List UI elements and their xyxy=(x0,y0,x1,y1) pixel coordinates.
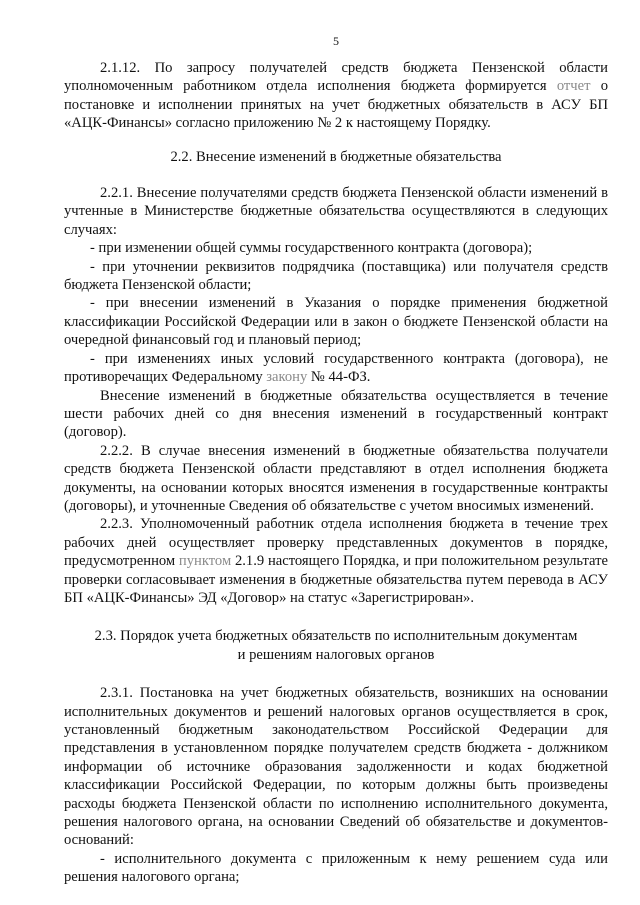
list-item-contract-sum: - при изменении общей суммы государственного контракта (договора); xyxy=(90,240,533,257)
clause-link[interactable]: пунктом xyxy=(178,553,232,570)
list-item-other-conditions-before: - при изменениях иных условий государственного контракта (договора), не противоречащих Федеральному xyxy=(64,350,608,386)
report-link[interactable]: отчет xyxy=(556,78,591,95)
paragraph-changes-term: Внесение изменений в бюджетные обязательства осуществляется в течение шести рабочих дней со дня внесения изменений в государственный контракт (договор). xyxy=(64,387,608,441)
federal-law-link[interactable]: закону xyxy=(266,369,308,386)
section-heading-2-3-line2: и решениям налоговых органов xyxy=(237,646,435,663)
section-heading-2-3 xyxy=(64,627,608,664)
list-item-executive-document: - исполнительного документа с приложенным к нему решением суда или решения налогового органа; xyxy=(64,850,608,886)
paragraph-2-2-3-before: 2.2.3. Уполномоченный работник отдела исполнения бюджета в течение трех рабочих дней осуществляет проверку представленных документов в порядке, предусмотренном xyxy=(64,516,608,570)
paragraph-2-3-1: 2.3.1. Постановка на учет бюджетных обязательств, возникших на основании исполнительных документов и решений налоговых органов осуществляется в срок, установленный бюджетным законодательством Российской Федерации для представления в установленном порядке получателем средств бюджета - должником информации об источнике образования задолженности и кодах бюджетной классификации Российской Федерации, по которым должны быть произведены расходы бюджета Пензенской области по исполнению исполнительного документа, решения налогового органа, на основании Сведений об обязательстве и документов-оснований: xyxy=(64,685,608,849)
paragraph-2-1-12-text-before: 2.1.12. По запросу получателей средств бюджета Пензенской области уполномоченным работником отдела исполнения бюджета формируется xyxy=(64,60,608,95)
section-heading-2-2: 2.2. Внесение изменений в бюджетные обязательства xyxy=(170,148,502,165)
list-item-classification-changes: - при внесении изменений в Указания о порядке применения бюджетной классификации Российской Федерации или в закон о бюджете Пензенской области на очередной финансовый год и плановый период; xyxy=(64,295,608,349)
section-heading-2-3-line1: 2.3. Порядок учета бюджетных обязательств по исполнительным документам xyxy=(94,628,578,645)
paragraph-2-1-12-text-after: о постановке и исполнении принятых на учет бюджетных обязательств в АСУ БП «АЦК-Финансы» согласно приложению № 2 к настоящему Порядку. xyxy=(64,78,608,132)
paragraph-2-2-3 xyxy=(64,515,608,607)
paragraph-2-1-12 xyxy=(64,59,608,133)
list-item-contractor-details: - при уточнении реквизитов подрядчика (поставщика) или получателя средств бюджета Пензенской области; xyxy=(64,258,608,294)
paragraph-2-2-2: 2.2.2. В случае внесения изменений в бюджетные обязательства получатели средств бюджета Пензенской области представляют в отдел исполнения бюджета документы, на основании которых вносятся изменения в государственные контракты (договоры), и уточненные Сведения об обязательстве с учетом вносимых изменений. xyxy=(64,442,608,514)
list-item-other-conditions-after: № 44-ФЗ. xyxy=(307,369,371,386)
page-number: 5 xyxy=(333,34,339,48)
paragraph-2-2-1: 2.2.1. Внесение получателями средств бюджета Пензенской области изменений в учтенные в Министерстве бюджетные обязательства осуществляются в следующих случаях: xyxy=(64,185,608,238)
paragraph-2-2-3-after: 2.1.9 настоящего Порядка, и при положительном результате проверки согласовывает изменения в бюджетные обязательства путем перевода в АСУ БП «АЦК-Финансы» ЭД «Договор» на статус «Зарегистрирован». xyxy=(64,553,608,606)
document-page xyxy=(64,34,608,887)
list-item-other-conditions xyxy=(64,350,608,387)
